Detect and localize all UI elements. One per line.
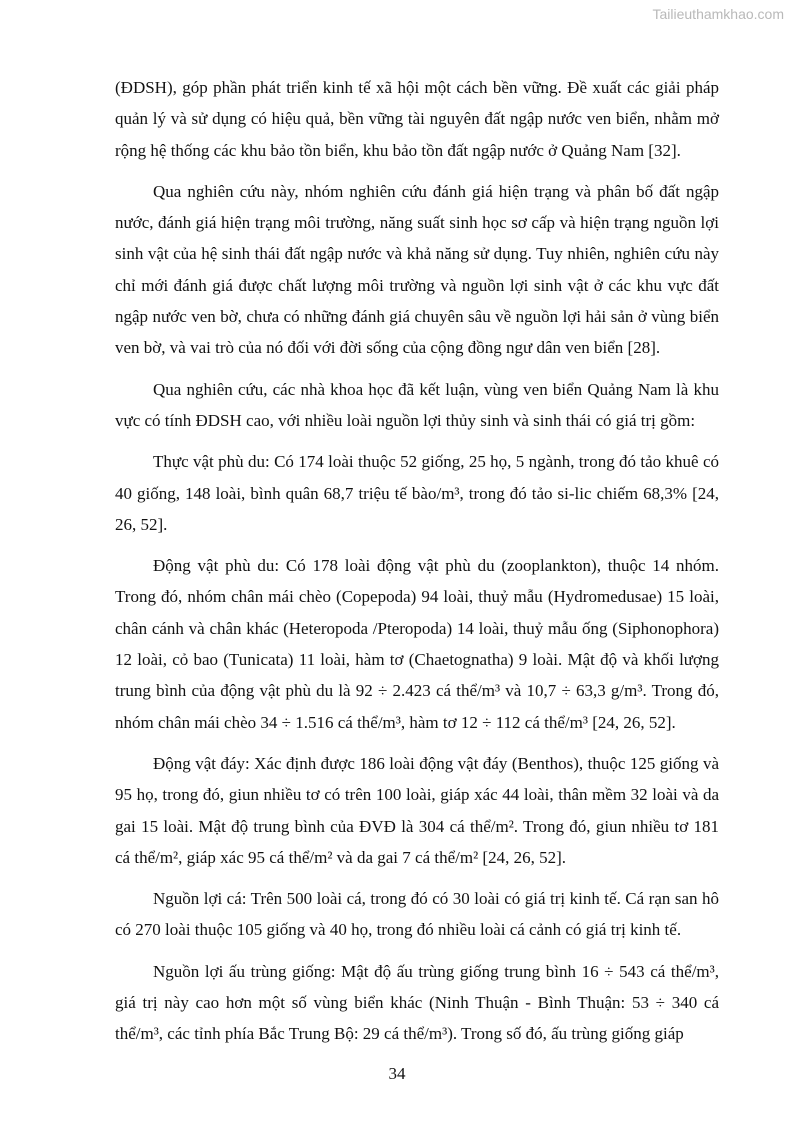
paragraph-conclusion: Qua nghiên cứu, các nhà khoa học đã kết luận, vùng ven biển Quảng Nam là khu vực có tính ĐDSH cao, với nhiều loài nguồn lợi thủy sinh và sinh thái có giá trị gồm: bbox=[115, 379, 719, 430]
paragraph-fish-resources: Nguồn lợi cá: Trên 500 loài cá, trong đó có 30 loài có giá trị kinh tế. Cá rạn san hô có 270 loài thuộc 105 giống và 40 họ, trong đó nhiều loài cá cảnh có giá trị kinh tế. bbox=[115, 889, 719, 940]
paragraph-study-assessment: Qua nghiên cứu này, nhóm nghiên cứu đánh giá hiện trạng và phân bố đất ngập nước, đánh giá hiện trạng môi trường, năng suất sinh học sơ cấp và hiện trạng nguồn lợi sinh vật của hệ sinh thái đất ngập nước và khả năng sử dụng. Tuy nhiên, nghiên cứu này chỉ mới đánh giá được chất lượng môi trường và nguồn lợi sinh vật ở các khu vực đất ngập nước ven bờ, chưa có những đánh giá chuyên sâu về nguồn lợi hải sản ở vùng biển ven bờ, và vai trò của nó đối với đời sống của cộng đồng ngư dân ven biển [28]. bbox=[115, 181, 719, 358]
paragraph-phytoplankton: Thực vật phù du: Có 174 loài thuộc 52 giống, 25 họ, 5 ngành, trong đó tảo khuê có 40 giống, 148 loài, bình quân 68,7 triệu tế bào/m³, trong đó tảo si-lic chiếm 68,3% [24, 26, 52]. bbox=[115, 452, 719, 534]
page-number: 34 bbox=[388, 1064, 406, 1083]
paragraph-continuation: (ĐDSH), góp phần phát triển kinh tế xã hội một cách bền vững. Đề xuất các giải pháp quản lý và sử dụng có hiệu quả, bền vững tài nguyên đất ngập nước ven biển, nhằm mở rộng hệ thống các khu bảo tồn biển, khu bảo tồn đất ngập nước ở Quảng Nam [32]. bbox=[115, 78, 719, 160]
paragraph-zooplankton: Động vật phù du: Có 178 loài động vật phù du (zooplankton), thuộc 14 nhóm. Trong đó, nhóm chân mái chèo (Copepoda) 94 loài, thuỷ mẫu (Hydromedusae) 15 loài, chân cánh và chân khác (Heteropoda /Pteropoda) 14 loài, thuỷ mẫu ống (Siphonophora) 12 loài, cỏ bao (Tunicata) 11 loài, hàm tơ (Chaetognatha) 9 loài. Mật độ và khối lượng trung bình của động vật phù du là 92 ÷ 2.423 cá thể/m³ và 10,7 ÷ 63,3 g/m³. Trong đó, nhóm chân mái chèo 34 ÷ 1.516 cá thể/m³, hàm tơ 12 ÷ 112 cá thể/m³ [24, 26, 52]. bbox=[115, 556, 719, 732]
paragraph-larvae-resources: Nguồn lợi ấu trùng giống: Mật độ ấu trùng giống trung bình 16 ÷ 543 cá thể/m³, giá trị này cao hơn một số vùng biển khác (Ninh Thuận - Bình Thuận: 53 ÷ 340 cá thể/m³, các tỉnh phía Bắc Trung Bộ: 29 cá thể/m³). Trong số đó, ấu trùng giống giáp bbox=[115, 961, 719, 1044]
paragraph-benthos: Động vật đáy: Xác định được 186 loài động vật đáy (Benthos), thuộc 125 giống và 95 họ, trong đó, giun nhiều tơ có trên 100 loài, giáp xác 44 loài, thân mềm 32 loài và da gai 15 loài. Mật độ trung bình của ĐVĐ là 304 cá thể/m². Trong đó, giun nhiều tơ 181 cá thể/m², giáp xác 95 cá thể/m² và da gai 7 cá thể/m² [24, 26, 52]. bbox=[115, 753, 719, 867]
document-body bbox=[115, 72, 719, 1060]
watermark-text: Tailieuthamkhao.com bbox=[652, 6, 784, 22]
